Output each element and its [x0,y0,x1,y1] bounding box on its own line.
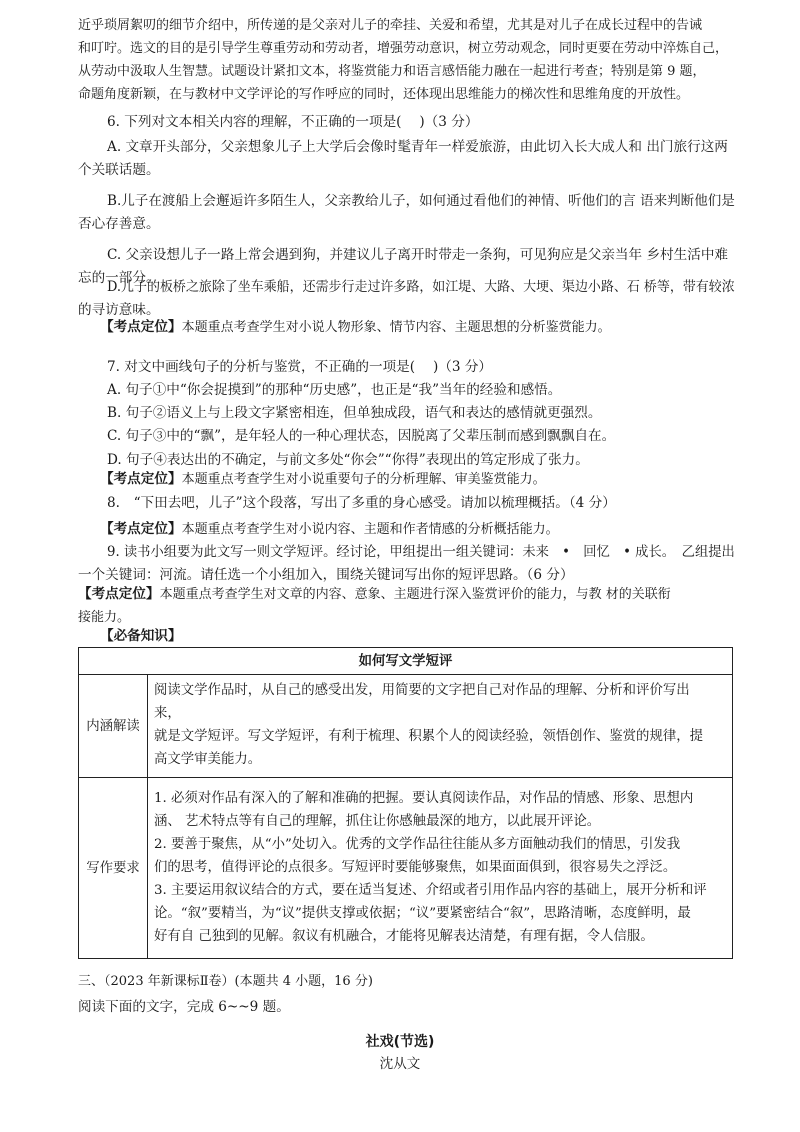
xiezuo-line-6: 论。“叙”要精当，为“议”提供支撑或依据；“议”要紧密结合“叙”，思路清晰，态度鲜明，最 [154,905,691,921]
q6-option-c-line-2: 忘的一部分。 [78,270,160,286]
intro-line-3: 从劳动中汲取人生智慧。试题设计紧扣文本，将鉴赏能力和语言感悟能力融在一起进行考查；特别是第 9 题， [78,64,706,79]
q6-option-a-line-1: A. 文章开头部分，父亲想象儿子上大学后会像时髦青年一样爱旅游，由此切入长大成人和 出门旅行这两 [107,139,728,155]
neihan-line-4: 高文学审美能力。 [154,752,262,767]
q8-kaodian-label: 【考点定位】 [100,521,182,537]
passage-title: 社戏(节选) [365,1034,435,1050]
intro-line-4: 命题角度新颖，在与教材中文学评论的写作呼应的同时，还体现出思维能力的梯次性和思维角度的开放性。 [78,87,690,102]
q9-stem-line-1: 9. 读书小组要为此文写一则文学短评。经讨论，甲组提出一组关键词：未来 • 回忆 • 成长。 乙组提出 [107,544,735,560]
row-label-neihan: 内涵解读 [79,675,148,778]
knowledge-heading: 【必备知识】 [100,628,182,644]
q7-kaodian-text: 本题重点考查学生对小说重要句子的分析理解、审美鉴赏能力。 [181,472,546,487]
xiezuo-line-1: 1. 必须对作品有深入的了解和准确的把握。要认真阅读作品，对作品的情感、形象、思想内 [154,790,694,806]
q6-option-d-line-1: D.儿子的板桥之旅除了坐车乘船，还需步行走过许多路，如江堤、大路、大埂、渠边小路、石 桥等，带有较浓 [107,279,735,295]
q6-kaodian [100,316,611,339]
q9-kaodian-label: 【考点定位】 [78,586,160,602]
xiezuo-line-4: 们的思考，值得评论的点很多。写短评时要能够聚焦，如果面面俱到，很容易失之浮泛。 [154,859,677,875]
row-label-xiezuo: 写作要求 [79,778,148,959]
q7-option-a: A. 句子①中“你会捉摸到”的那种“历史感”，也正是“我”当年的经验和感悟。 [107,382,562,398]
neihan-line-3: 就是文学短评。写文学短评，有利于梳理、积累个人的阅读经验，领悟创作、鉴赏的规律，提 [154,729,704,744]
q6-option-c-line-1: C. 父亲设想儿子一路上常会遇到狗，并建议儿子离开时带走一条狗，可见狗应是父亲当年 乡村生活中难 [107,247,729,263]
q7-kaodian [100,468,546,491]
intro-line-1: 近乎琐屑絮叨的细节介绍中，所传递的是父亲对儿子的牵挂、关爱和希望，尤其是对儿子在成长过程中的告诫 [78,18,703,33]
q6-stem: 6. 下列对文本相关内容的理解，不正确的一项是( )（3 分） [107,114,479,130]
q8-stem: 8. “下田去吧，儿子”这个段落，写出了多重的身心感受。请加以梳理概括。（4 分） [107,495,616,511]
intro-line-2: 和叮咛。选文的目的是引导学生尊重劳动和劳动者，增强劳动意识，树立劳动观念，同时更要在劳动中淬炼自己， [78,41,729,56]
q7-option-c: C. 句子③中的“飘”，是年轻人的一种心理状态，因脱离了父辈压制而感到飘飘自在。 [107,428,616,444]
q7-stem: 7. 对文中画线句子的分析与鉴赏，不正确的一项是( )（3 分） [107,359,493,375]
xiezuo-line-5: 3. 主要运用叙议结合的方式，要在适当复述、介绍或者引用作品内容的基础上，展开分析和评 [154,882,707,898]
q7-kaodian-label: 【考点定位】 [100,471,182,487]
section3-heading: 三、（2023 年新课标Ⅱ卷）(本题共 4 小题，16 分) [78,974,373,989]
q6-option-b-line-2: 否心存善意。 [78,216,160,232]
q6-option-b-line-1: B.儿子在渡船上会邂逅许多陌生人，父亲教给儿子，如何通过看他们的神情、听他们的言 语来判断他们是 [107,193,735,209]
q9-kaodian-text-2: 接能力。 [78,610,131,625]
knowledge-table-title: 如何写文学短评 [79,648,733,675]
table-row [79,675,733,778]
neihan-line-2: 来， [154,706,181,721]
q6-option-d-line-2: 的寻访意味。 [78,302,160,318]
table-row [79,778,733,959]
q8-kaodian-text: 本题重点考查学生对小说内容、主题和作者情感的分析概括能力。 [181,522,559,537]
passage-author: 沈从文 [379,1056,421,1072]
section3-instruction: 阅读下面的文字，完成 6~~9 题。 [78,999,290,1015]
q9-stem-line-2: 一个关键词：河流。请任选一个小组加入，围绕关键词写出你的短评思路。（6 分） [78,567,574,583]
xiezuo-line-7: 好有自 己独到的见解。叙议有机融合，才能将见解表达清楚，有理有据，令人信服。 [154,928,654,944]
xiezuo-line-3: 2. 要善于聚焦，从“小”处切入。优秀的文学作品往往能从多方面触动我们的情思，引发我 [154,836,681,852]
q7-option-b: B. 句子②语义上与上段文字紧密相连，但单独成段，语气和表达的感情就更强烈。 [107,405,602,421]
q9-kaodian-text-1: 本题重点考查学生对文章的内容、意象、主题进行深入鉴赏评价的能力，与教 材的关联衔 [159,587,671,602]
neihan-line-1: 阅读文学作品时，从自己的感受出发，用简要的文字把自己对作品的理解、分析和评价写出 [154,683,690,698]
q8-kaodian [100,518,559,541]
xiezuo-line-2: 涵、 艺术特点等有自己的理解，抓住让你感触最深的地方，以此展开评论。 [154,813,601,829]
q9-kaodian [78,583,671,606]
q6-option-a-line-2: 个关联话题。 [78,162,160,178]
q7-option-d: D. 句子④表达出的不确定，与前文多处“你会”“你得”表现出的笃定形成了张力。 [107,452,589,468]
q6-kaodian-text: 本题重点考查学生对小说人物形象、情节内容、主题思想的分析鉴赏能力。 [181,320,611,335]
q6-kaodian-label: 【考点定位】 [100,319,182,335]
knowledge-table [78,647,733,959]
